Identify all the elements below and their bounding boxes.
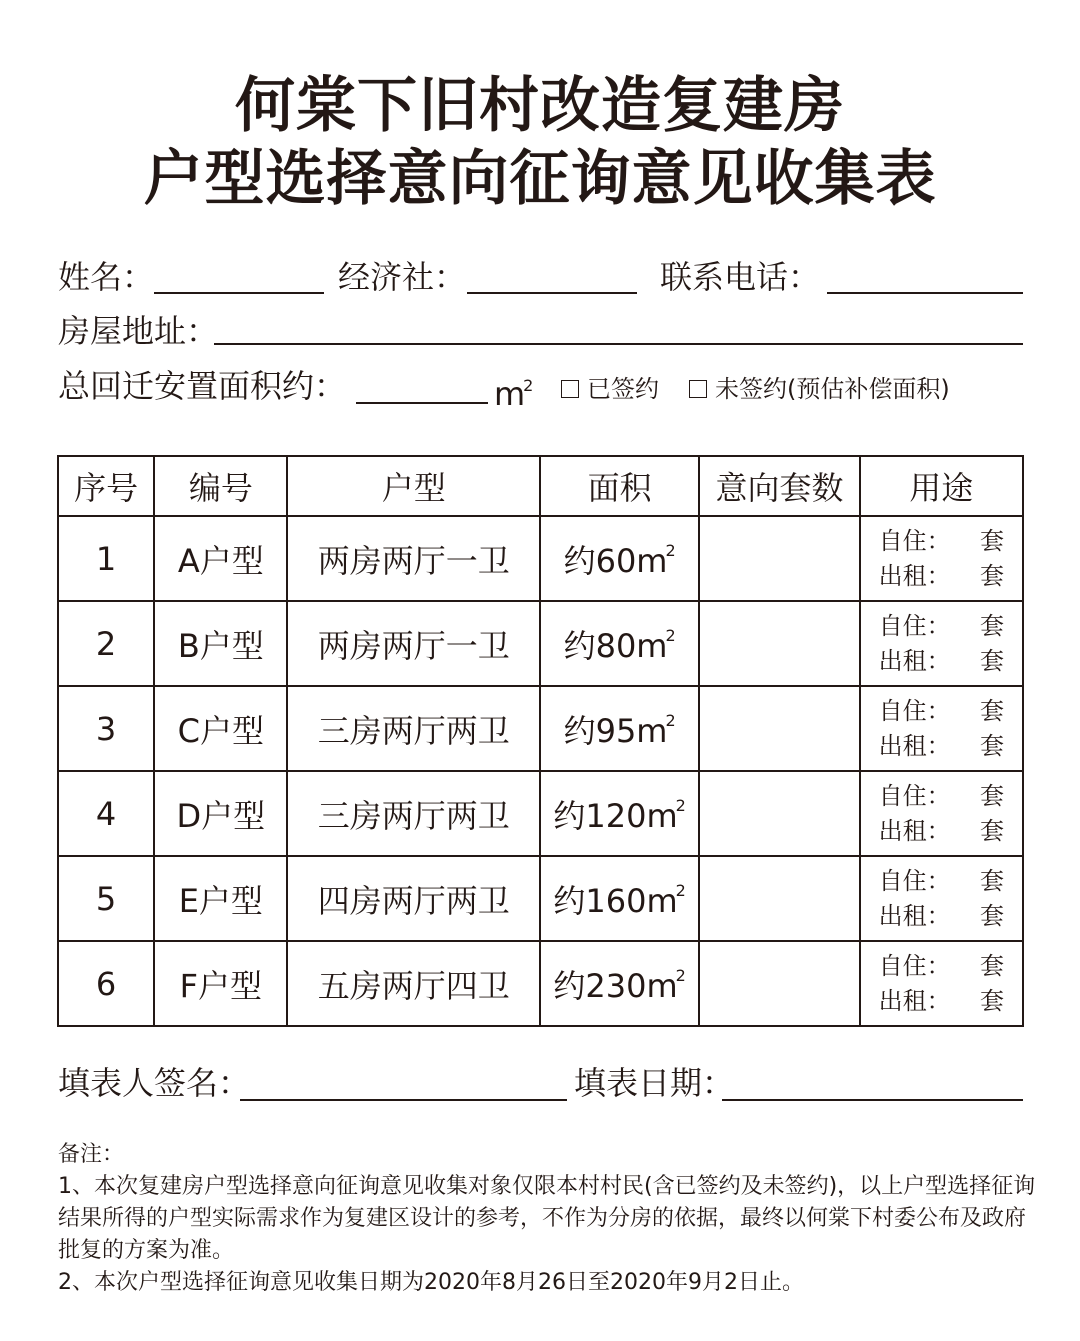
phone-label: 联系电话： <box>660 258 821 296</box>
row-type: 两房两厅一卫 <box>287 601 540 686</box>
row-area-sup: 2 <box>665 540 676 560</box>
checkbox-icon <box>689 380 707 398</box>
row-quantity-input[interactable] <box>699 516 859 601</box>
row-usage[interactable] <box>860 941 1023 1026</box>
table-row <box>58 516 1023 601</box>
usage-rent-unit: 套 <box>980 816 1004 845</box>
row-quantity-input[interactable] <box>699 856 859 941</box>
row-area-sup: 2 <box>675 795 686 815</box>
unsigned-checkbox[interactable] <box>689 374 950 404</box>
row-code: A户型 <box>154 516 287 601</box>
signed-checkbox[interactable] <box>561 374 659 404</box>
row-index: 3 <box>58 686 154 771</box>
usage-self-line <box>861 694 1022 729</box>
usage-rent-label: 出租： <box>878 901 951 930</box>
society-label: 经济社： <box>338 258 467 296</box>
row-index: 5 <box>58 856 154 941</box>
header-index: 序号 <box>58 456 154 516</box>
usage-self-label: 自住： <box>878 866 951 895</box>
usage-rent-unit: 套 <box>980 646 1004 675</box>
row-usage[interactable] <box>860 516 1023 601</box>
usage-rent-label: 出租： <box>878 561 951 590</box>
row-area-text: 约120m <box>553 796 678 835</box>
form-title-line2: 户型选择意向征询意见收集表 <box>143 144 937 214</box>
usage-rent-line <box>861 729 1022 764</box>
row-type: 两房两厅一卫 <box>287 516 540 601</box>
row-quantity-input[interactable] <box>699 941 859 1026</box>
usage-self-line <box>861 949 1022 984</box>
row-area-sup: 2 <box>675 880 686 900</box>
usage-self-label: 自住： <box>878 611 951 640</box>
row-code: E户型 <box>154 856 287 941</box>
row-area-text: 约60m <box>563 541 668 580</box>
row-code: C户型 <box>154 686 287 771</box>
usage-self-line <box>861 524 1022 559</box>
table-row <box>58 771 1023 856</box>
name-field[interactable] <box>154 292 324 294</box>
usage-rent-unit: 套 <box>980 731 1004 760</box>
usage-self-line <box>861 779 1022 814</box>
row-usage[interactable] <box>860 601 1023 686</box>
usage-rent-line <box>861 644 1022 679</box>
unsigned-label: 未签约(预估补偿面积) <box>715 375 950 403</box>
phone-field[interactable] <box>827 292 1023 294</box>
date-field[interactable] <box>722 1099 1023 1101</box>
address-field[interactable] <box>214 343 1023 345</box>
row-area <box>540 941 699 1026</box>
header-usage: 用途 <box>860 456 1023 516</box>
usage-rent-line <box>861 814 1022 849</box>
row-quantity-input[interactable] <box>699 601 859 686</box>
notes-item-1: 1、本次复建房户型选择意向征询意见收集对象仅限本村村民(含已签约及未签约)，以上户型选择征询结果所得的户型实际需求作为复建区设计的参考，不作为分房的依据，最终以何棠下村委公布及政府批复的方案为准。 <box>58 1174 1036 1263</box>
form-title-line1: 何棠下旧村改造复建房 <box>235 71 845 141</box>
usage-rent-unit: 套 <box>980 901 1004 930</box>
row-area-sup: 2 <box>665 625 676 645</box>
row-type: 三房两厅两卫 <box>287 771 540 856</box>
area-label: 总回迁安置面积约： <box>58 367 347 405</box>
row-type: 三房两厅两卫 <box>287 686 540 771</box>
row-area-sup: 2 <box>665 710 676 730</box>
table-row <box>58 686 1023 771</box>
society-field[interactable] <box>467 292 637 294</box>
area-unit: $m^2$ <box>494 375 534 413</box>
table-row <box>58 856 1023 941</box>
row-area <box>540 516 699 601</box>
row-usage[interactable] <box>860 686 1023 771</box>
row-area-text: 约80m <box>563 626 668 665</box>
usage-self-line <box>861 864 1022 899</box>
row-index: 6 <box>58 941 154 1026</box>
usage-self-label: 自住： <box>878 951 951 980</box>
usage-self-label: 自住： <box>878 781 951 810</box>
notes-item-2: 2、本次户型选择征询意见收集日期为2020年8月26日至2020年9月2日止。 <box>58 1270 804 1295</box>
checkbox-icon <box>561 380 579 398</box>
usage-self-line <box>861 609 1022 644</box>
area-field[interactable] <box>356 402 488 404</box>
name-label: 姓名： <box>58 258 155 296</box>
usage-self-unit: 套 <box>980 526 1004 555</box>
row-usage[interactable] <box>860 856 1023 941</box>
header-type: 户型 <box>287 456 540 516</box>
usage-self-unit: 套 <box>980 696 1004 725</box>
row-area-text: 约230m <box>553 966 678 1005</box>
usage-rent-unit: 套 <box>980 986 1004 1015</box>
notes-section <box>58 1139 1038 1299</box>
row-type: 五房两厅四卫 <box>287 941 540 1026</box>
row-area-sup: 2 <box>675 965 686 985</box>
usage-self-unit: 套 <box>980 781 1004 810</box>
usage-self-unit: 套 <box>980 866 1004 895</box>
usage-rent-label: 出租： <box>878 646 951 675</box>
unit-type-table <box>57 455 1024 1027</box>
signed-label: 已签约 <box>587 375 659 403</box>
row-area <box>540 856 699 941</box>
row-area <box>540 601 699 686</box>
table-row <box>58 941 1023 1026</box>
row-area-text: 约95m <box>563 711 668 750</box>
row-code: D户型 <box>154 771 287 856</box>
header-area: 面积 <box>540 456 699 516</box>
row-area <box>540 686 699 771</box>
usage-rent-label: 出租： <box>878 731 951 760</box>
table-row <box>58 601 1023 686</box>
row-index: 2 <box>58 601 154 686</box>
row-index: 1 <box>58 516 154 601</box>
date-label: 填表日期： <box>574 1064 735 1102</box>
usage-rent-line <box>861 559 1022 594</box>
table-header-row <box>58 456 1023 516</box>
row-area <box>540 771 699 856</box>
header-quantity: 意向套数 <box>699 456 859 516</box>
usage-self-label: 自住： <box>878 696 951 725</box>
row-usage[interactable] <box>860 771 1023 856</box>
header-code: 编号 <box>154 456 287 516</box>
usage-rent-line <box>861 984 1022 1019</box>
signer-label: 填表人签名： <box>58 1064 251 1102</box>
signer-field[interactable] <box>240 1099 567 1101</box>
row-quantity-input[interactable] <box>699 771 859 856</box>
notes-heading: 备注： <box>58 1142 125 1167</box>
usage-self-label: 自住： <box>878 526 951 555</box>
usage-rent-label: 出租： <box>878 986 951 1015</box>
usage-rent-label: 出租： <box>878 816 951 845</box>
row-area-text: 约160m <box>553 881 678 920</box>
usage-self-unit: 套 <box>980 951 1004 980</box>
row-code: B户型 <box>154 601 287 686</box>
usage-self-unit: 套 <box>980 611 1004 640</box>
row-type: 四房两厅两卫 <box>287 856 540 941</box>
address-label: 房屋地址： <box>58 312 219 350</box>
row-quantity-input[interactable] <box>699 686 859 771</box>
usage-rent-line <box>861 899 1022 934</box>
usage-rent-unit: 套 <box>980 561 1004 590</box>
row-code: F户型 <box>154 941 287 1026</box>
row-index: 4 <box>58 771 154 856</box>
